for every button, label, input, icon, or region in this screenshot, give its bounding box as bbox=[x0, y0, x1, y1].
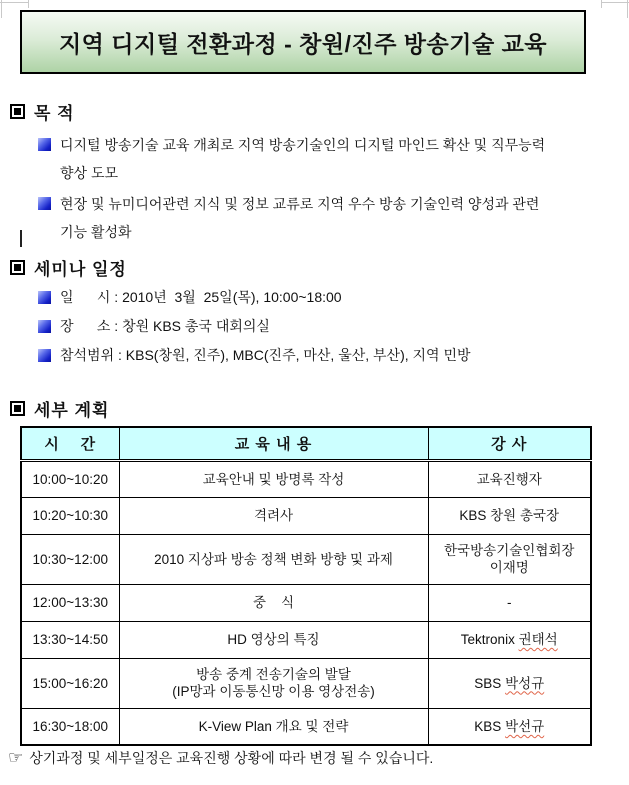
list-item bbox=[38, 316, 618, 337]
section-heading-seminar bbox=[10, 255, 127, 280]
page-corner-mark bbox=[601, 2, 629, 3]
seminar-list bbox=[38, 287, 618, 366]
cell-content: 교육안내 및 방명록 작성 bbox=[119, 460, 428, 497]
field-label: 일 시 bbox=[60, 289, 111, 305]
field-label: 참석범위 bbox=[60, 347, 115, 363]
separator: : bbox=[110, 318, 123, 334]
cell-lecturer bbox=[428, 658, 591, 708]
cell-lecturer bbox=[428, 534, 591, 584]
cell-time: 16:30~18:00 bbox=[21, 708, 119, 745]
line: 현장 및 뉴미디어관련 지식 및 정보 교류로 지역 우수 방송 기술인력 양성과 관련 bbox=[60, 196, 540, 212]
list-item bbox=[38, 345, 618, 366]
cell-lecturer: 교육진행자 bbox=[428, 460, 591, 497]
square-section-marker-icon bbox=[10, 260, 25, 275]
lecturer-name: 권태석 bbox=[518, 632, 558, 647]
pointing-hand-icon: ☞ bbox=[8, 748, 24, 767]
table-row bbox=[21, 621, 591, 658]
table-row bbox=[21, 708, 591, 745]
square-section-marker-icon bbox=[10, 401, 25, 416]
table-header-row bbox=[21, 427, 591, 460]
page-corner-mark bbox=[1, 0, 2, 18]
col-header-time: 시 간 bbox=[21, 427, 119, 460]
cell-lecturer bbox=[428, 621, 591, 658]
blue-bullet-icon bbox=[38, 349, 51, 362]
line: 디지털 방송기술 교육 개최로 지역 방송기술인의 디지털 마인드 확산 및 직무능력 bbox=[60, 137, 546, 153]
cell-time: 15:00~16:20 bbox=[21, 658, 119, 708]
cell-content: 중 식 bbox=[119, 584, 428, 621]
cell-content: HD 영상의 특징 bbox=[119, 621, 428, 658]
lecturer-line: 한국방송기술인협회장 bbox=[444, 543, 575, 558]
list-item-text bbox=[60, 131, 545, 187]
square-section-marker-icon bbox=[10, 104, 25, 119]
field-label: 장 소 bbox=[60, 318, 111, 334]
col-header-lecturer: 강 사 bbox=[428, 427, 591, 460]
cell-lecturer: KBS 창원 총국장 bbox=[428, 497, 591, 534]
page-title: 지역 디지털 전환과정 - 창원/진주 방송기술 교육 bbox=[58, 30, 548, 57]
cell-time: 10:00~10:20 bbox=[21, 460, 119, 497]
list-item bbox=[38, 287, 618, 308]
section-heading-label: 세미나 일정 bbox=[34, 260, 127, 279]
list-item-text bbox=[60, 316, 270, 337]
page-corner-mark bbox=[28, 0, 29, 8]
blue-bullet-icon bbox=[38, 138, 51, 151]
list-item bbox=[38, 190, 604, 246]
cell-time: 10:20~10:30 bbox=[21, 497, 119, 534]
field-value: 2010년 3월 25일(목), 10:00~18:00 bbox=[122, 289, 342, 305]
title-banner bbox=[20, 10, 586, 74]
separator: : bbox=[110, 289, 123, 305]
lecturer-affiliation: SBS bbox=[474, 675, 506, 691]
col-header-content: 교 육 내 용 bbox=[119, 427, 428, 460]
cell-content: 격려사 bbox=[119, 497, 428, 534]
content-line: 방송 중계 전송기술의 발달 bbox=[196, 667, 351, 682]
field-value: 창원 KBS 총국 대회의실 bbox=[122, 318, 270, 334]
cell-time: 13:30~14:50 bbox=[21, 621, 119, 658]
lecturer-name: 박성규 bbox=[505, 675, 545, 691]
list-item-text bbox=[60, 190, 539, 246]
cell-time: 10:30~12:00 bbox=[21, 534, 119, 584]
page-corner-mark bbox=[601, 0, 602, 8]
page-corner-mark bbox=[0, 2, 28, 3]
cell-content: K-View Plan 개요 및 전략 bbox=[119, 708, 428, 745]
list-item-text bbox=[60, 287, 342, 308]
content-line: (IP망과 이동통신망 이용 영상전송) bbox=[172, 684, 375, 699]
cell-content bbox=[119, 658, 428, 708]
page-corner-mark bbox=[627, 0, 628, 18]
line: 기능 활성화 bbox=[60, 224, 132, 240]
line: 향상 도모 bbox=[60, 165, 118, 181]
lecturer-name: 박선규 bbox=[505, 718, 545, 734]
cell-time: 12:00~13:30 bbox=[21, 584, 119, 621]
list-item bbox=[38, 131, 604, 187]
blue-bullet-icon bbox=[38, 320, 51, 333]
field-value: KBS(창원, 진주), MBC(진주, 마산, 울산, 부산), 지역 민방 bbox=[125, 347, 471, 363]
footer-note-text: 상기과정 및 세부일정은 교육진행 상황에 따라 변경 될 수 있습니다. bbox=[29, 750, 434, 766]
table-row bbox=[21, 658, 591, 708]
lecturer-line: 이재명 bbox=[489, 560, 529, 575]
lecturer-affiliation: Tektronix bbox=[460, 632, 519, 647]
list-item-text bbox=[60, 345, 471, 366]
table-row bbox=[21, 460, 591, 497]
section-heading-purpose bbox=[10, 99, 75, 124]
section-heading-plan bbox=[10, 396, 109, 421]
purpose-list bbox=[38, 131, 604, 246]
cell-lecturer bbox=[428, 708, 591, 745]
text-cursor bbox=[20, 230, 22, 247]
table-row bbox=[21, 497, 591, 534]
section-heading-label: 세부 계획 bbox=[34, 401, 110, 420]
lecturer-affiliation: KBS bbox=[474, 718, 506, 734]
cell-content: 2010 지상파 방송 정책 변화 방향 및 과제 bbox=[119, 534, 428, 584]
footer-note bbox=[8, 748, 433, 768]
section-heading-label: 목 적 bbox=[34, 104, 75, 123]
table-row bbox=[21, 584, 591, 621]
blue-bullet-icon bbox=[38, 291, 51, 304]
cell-lecturer: - bbox=[428, 584, 591, 621]
separator: : bbox=[114, 347, 126, 363]
table-row bbox=[21, 534, 591, 584]
schedule-table bbox=[20, 426, 592, 746]
blue-bullet-icon bbox=[38, 197, 51, 210]
